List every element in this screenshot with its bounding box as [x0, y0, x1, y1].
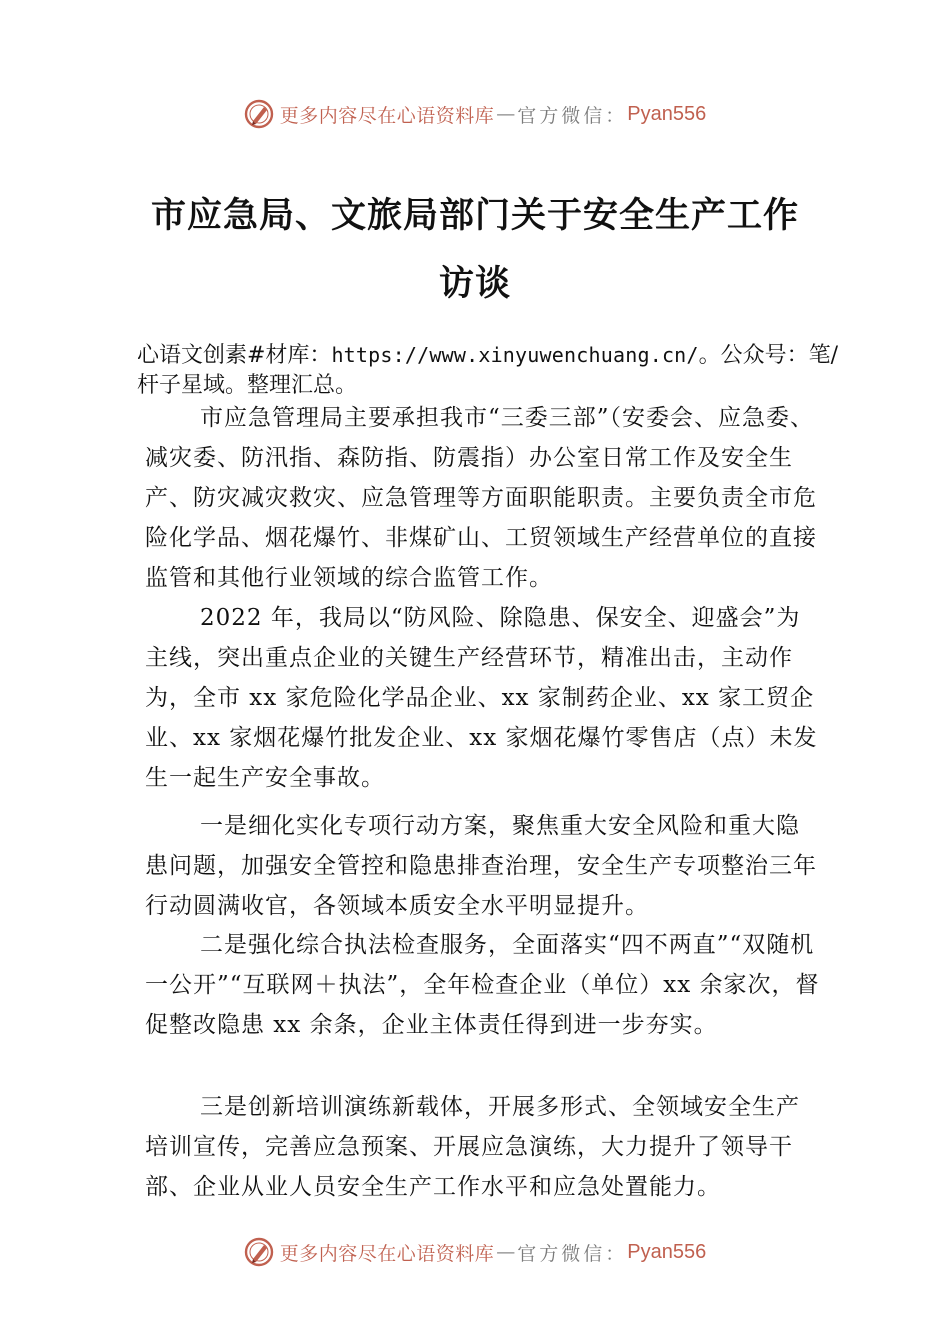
banner-text: 更多内容尽在心语资料库	[279, 104, 495, 127]
banner-wechat-id: Pyan556	[627, 1240, 707, 1263]
body-paragraph-2: 2022 年，我局以“防风险、除隐患、保安全、迎盛会”为主线，突出重点企业的关键生产经营环节，精准出击，主动作为，全市 xx 家危险化学品企业、xx 家制药企业、xx 家工贸企业、xx 家烟花爆竹批发企业、xx 家烟花爆竹零售店（点）未发生一起生产安全事故。	[145, 605, 818, 791]
body-paragraph-5: 三是创新培训演练新载体，开展多形式、全领域安全生产培训宣传，完善应急预案、开展应急演练，大力提升了领导干部、企业从业人员安全生产工作水平和应急处置能力。	[145, 1094, 800, 1200]
pen-seal-logo-icon	[244, 99, 274, 129]
source-suffix: 。公众号：笔/杆子星域。整理汇总。	[137, 343, 839, 398]
pen-seal-logo-icon	[244, 1237, 274, 1267]
banner-subtitle: 官方微信：	[517, 104, 628, 127]
body-paragraph-3: 一是细化实化专项行动方案，聚焦重大安全风险和重大隐患问题，加强安全管控和隐患排查治理，安全生产专项整治三年行动圆满收官，各领域本质安全水平明显提升。	[145, 813, 817, 919]
source-url: https://www.xinyuwenchuang.cn/	[331, 343, 699, 367]
banner-separator: —	[496, 103, 516, 125]
source-note	[137, 340, 852, 401]
document-title-line-1: 市应急局、文旅局部门关于安全生产工作	[150, 195, 799, 236]
banner-text: 更多内容尽在心语资料库	[279, 1242, 495, 1265]
body-paragraph-1: 市应急管理局主要承担我市“三委三部”（安委会、应急委、减灾委、防汛指、森防指、防震指）办公室日常工作及安全生产、防灾减灾救灾、应急管理等方面职能职责。主要负责全市危险化学品、烟花爆竹、非煤矿山、工贸领域生产经营单位的直接监管和其他行业领域的综合监管工作。	[145, 405, 817, 591]
footer-banner	[0, 1232, 950, 1272]
banner-wechat-id: Pyan556	[627, 102, 707, 125]
banner-separator: —	[496, 1241, 516, 1263]
banner-subtitle: 官方微信：	[517, 1242, 628, 1265]
body-paragraph-4: 二是强化综合执法检查服务，全面落实“四不两直”“双随机一公开”“互联网＋执法”，全年检查企业（单位）xx 余家次，督促整改隐患 xx 余条，企业主体责任得到进一步夯实。	[145, 932, 820, 1038]
source-prefix: 心语文创素#材库：	[137, 343, 332, 368]
document-title-line-2: 访谈	[438, 263, 511, 304]
header-banner	[0, 94, 950, 134]
